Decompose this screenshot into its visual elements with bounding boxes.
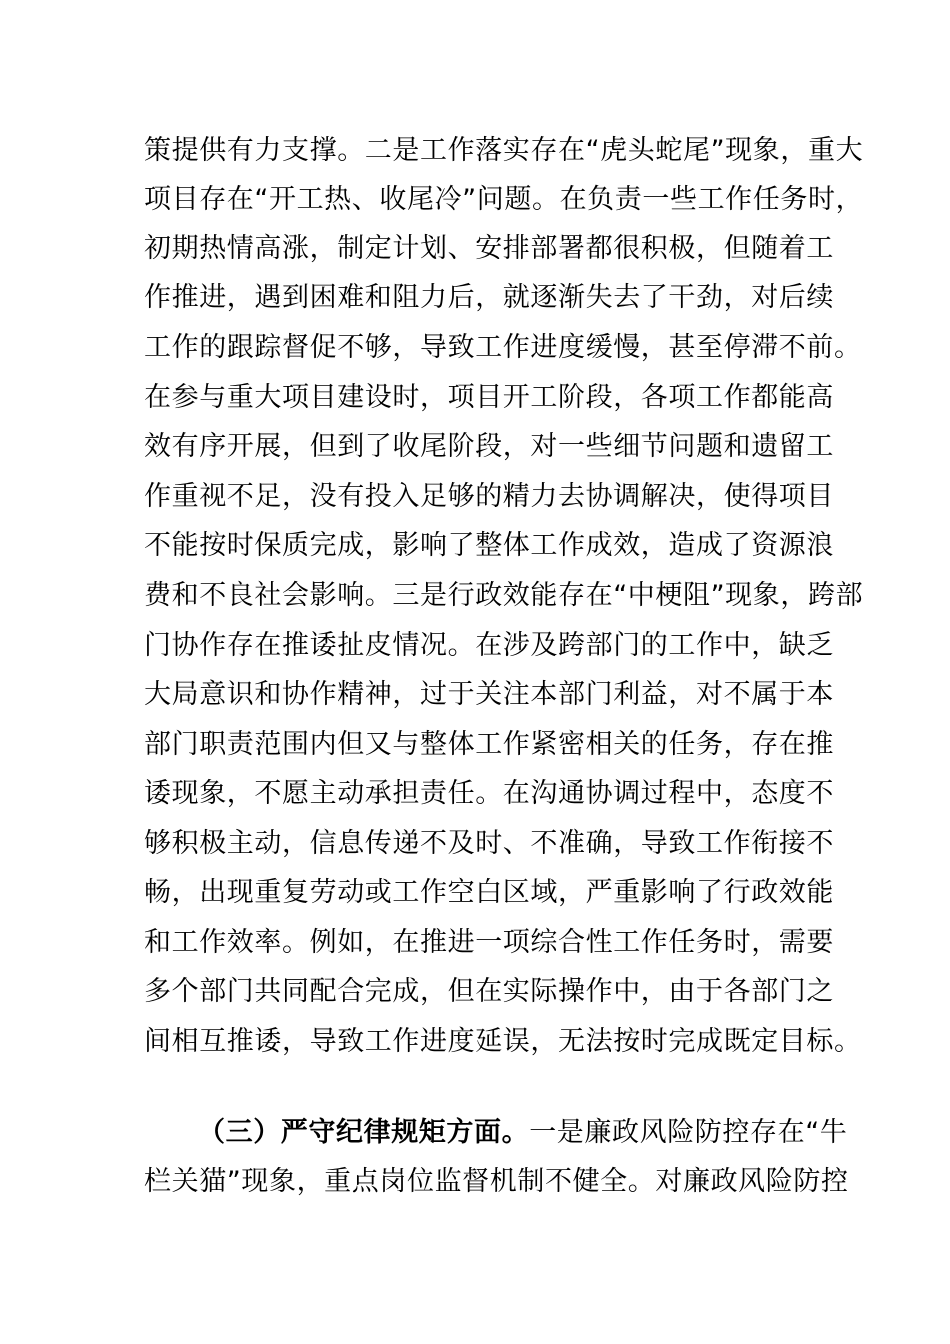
section-3-text: 一是廉政风险防控存在“牛 xyxy=(529,1117,848,1148)
body-text-line: 初期热情高涨，制定计划、安排部署都很积极，但随着工 xyxy=(144,233,834,264)
body-text-line: 工作的跟踪督促不够，导致工作进度缓慢，甚至停滞不前。 xyxy=(144,332,862,363)
body-text-line: 项目存在“开工热、收尾冷”问题。在负责一些工作任务时， xyxy=(144,184,864,215)
body-text-line: 策提供有力支撑。二是工作落实存在“虎头蛇尾”现象，重大 xyxy=(144,135,864,166)
body-text-line: 诿现象，不愿主动承担责任。在沟通协调过程中，态度不 xyxy=(144,778,834,809)
body-text-line: 间相互推诿，导致工作进度延误，无法按时完成既定目标。 xyxy=(144,1026,862,1057)
body-text-line: 效有序开展，但到了收尾阶段，对一些细节问题和遗留工 xyxy=(144,431,834,462)
body-text-line: 门协作存在推诿扯皮情况。在涉及跨部门的工作中，缺乏 xyxy=(144,630,834,661)
body-text-line: 作重视不足，没有投入足够的精力去协调解决，使得项目 xyxy=(144,481,834,512)
body-text-line: 栏关猫”现象，重点岗位监督机制不健全。对廉政风险防控 xyxy=(144,1166,849,1197)
section-3-heading: （三）严守纪律规矩方面。 xyxy=(198,1117,530,1148)
body-text-line: 多个部门共同配合完成，但在实际操作中，由于各部门之 xyxy=(144,976,834,1007)
body-text-line: 不能按时保质完成，影响了整体工作成效，造成了资源浪 xyxy=(144,530,834,561)
body-text-line: 畅，出现重复劳动或工作空白区域，严重影响了行政效能 xyxy=(144,877,834,908)
section-3-first-line xyxy=(198,1108,848,1158)
body-text-line: 在参与重大项目建设时，项目开工阶段，各项工作都能高 xyxy=(144,382,834,413)
body-text-line: 够积极主动，信息传递不及时、不准确，导致工作衔接不 xyxy=(144,828,834,859)
body-text-line: 费和不良社会影响。三是行政效能存在“中梗阻”现象，跨部 xyxy=(144,580,864,611)
body-text-line: 和工作效率。例如，在推进一项综合性工作任务时，需要 xyxy=(144,927,834,958)
body-text-line: 部门职责范围内但又与整体工作紧密相关的任务，存在推 xyxy=(144,729,834,760)
body-text-line: 大局意识和协作精神，过于关注本部门利益，对不属于本 xyxy=(144,679,834,710)
body-text-line: 作推进，遇到困难和阻力后，就逐渐失去了干劲，对后续 xyxy=(144,282,834,313)
